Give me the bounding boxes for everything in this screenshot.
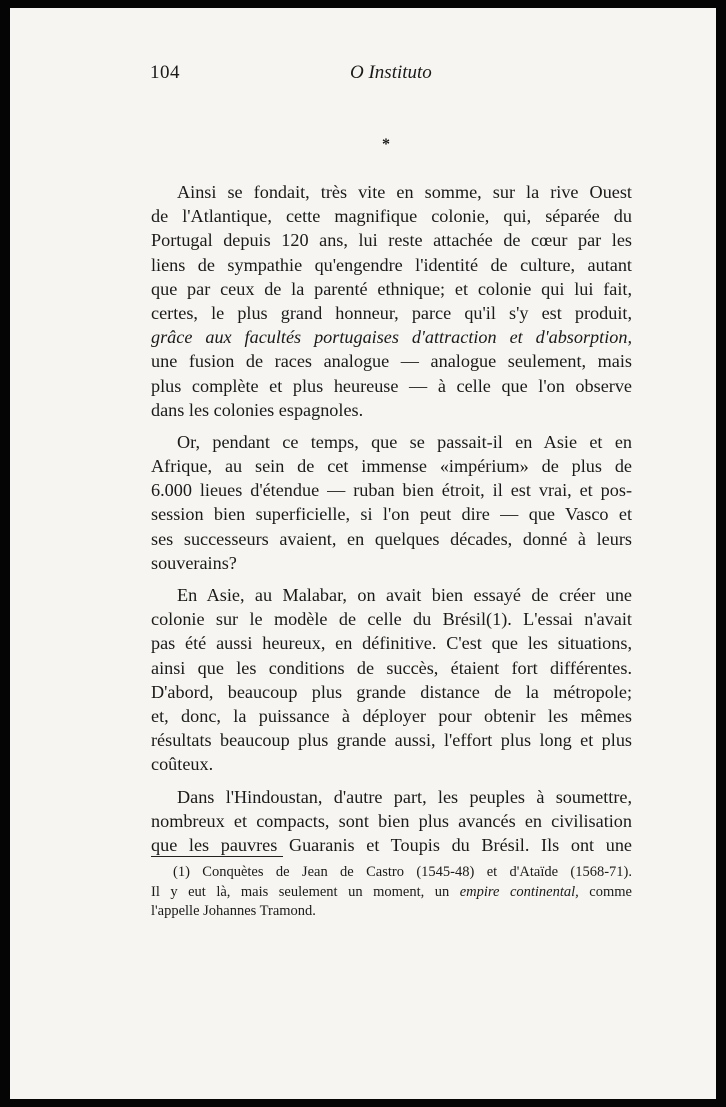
text-segment: . L'essai n'avait bbox=[507, 609, 632, 630]
footnote-text: comme bbox=[578, 883, 632, 900]
text-line: pas été aussi heureux, en définitive. C'est que les situations, bbox=[151, 633, 632, 654]
footnotes bbox=[151, 863, 632, 922]
text-line-italic bbox=[151, 325, 632, 349]
footnote-mark: (1) bbox=[173, 864, 190, 880]
text-line: coûteux. bbox=[151, 754, 214, 775]
footnote-line bbox=[151, 883, 632, 903]
section-separator: * bbox=[382, 136, 390, 153]
text-line: une fusion de races analogue — analogue seulement, mais bbox=[151, 351, 632, 372]
journal-title: O Instituto bbox=[350, 62, 432, 83]
text-line: Portugal depuis 120 ans, lui reste attachée de cœur par les bbox=[151, 230, 632, 251]
footnote-text: Conquètes de Jean de Castro (1545-48) et d'Ataïde (1568-71). bbox=[202, 864, 633, 880]
document-page bbox=[10, 8, 716, 1099]
text-line: liens de sympathie qu'engendre l'identité de culture, autant bbox=[151, 254, 632, 275]
text-line: 6.000 lieues d'étendue — ruban bien étroit, il est vrai, et pos- bbox=[151, 480, 632, 501]
paragraph-3 bbox=[151, 583, 632, 777]
footnote-text: Il y eut là, mais seulement un moment, un bbox=[151, 883, 460, 900]
footnote-italic: empire continental, bbox=[459, 883, 579, 900]
text-line: résultats beaucoup plus grande aussi, l'effort plus long et plus bbox=[151, 730, 632, 751]
body-text bbox=[151, 180, 632, 865]
text-line: Ainsi se fondait, très vite en somme, sur la rive Ouest bbox=[177, 182, 632, 202]
text-line: souverains? bbox=[151, 552, 237, 573]
page-number: 104 bbox=[150, 62, 180, 83]
text-line: session bien superficielle, si l'on peut dire — que Vasco et bbox=[151, 504, 632, 525]
text-line: Dans l'Hindoustan, d'autre part, les peuples à soumettre, bbox=[177, 786, 632, 807]
text-line: ses successeurs avaient, en quelques décades, donné à leurs bbox=[151, 528, 632, 549]
text-line: de l'Atlantique, cette magnifique colonie, qui, séparée du bbox=[151, 206, 632, 227]
paragraph-2 bbox=[151, 430, 632, 575]
text-segment: colonie sur le modèle de celle du Brésil bbox=[151, 609, 487, 630]
text-line: que les pauvres Guaranis et Toupis du Brésil. Ils ont une bbox=[151, 834, 632, 855]
text-line: plus complète et plus heureuse — à celle que l'on observe bbox=[151, 375, 632, 396]
running-head bbox=[150, 62, 630, 92]
footnote-reference[interactable]: (1) bbox=[486, 609, 508, 630]
footnote-line bbox=[151, 863, 632, 883]
text-line: que par ceux de la parenté ethnique; et colonie qui lui fait, bbox=[151, 278, 632, 299]
text-line-with-note bbox=[151, 607, 632, 631]
text-line: Afrique, au sein de cet immense «impérium» de plus de bbox=[151, 456, 632, 477]
text-line: certes, le plus grand honneur, parce qu'il s'y est produit, bbox=[151, 302, 632, 323]
footnote-line: l'appelle Johannes Tramond. bbox=[151, 903, 316, 919]
text-line: nombreux et compacts, sont bien plus avancés en civilisation bbox=[151, 810, 632, 831]
paragraph-1 bbox=[151, 180, 632, 422]
text-line: dans les colonies espagnoles. bbox=[151, 399, 364, 420]
italic-phrase: grâce aux facultés portugaises d'attraction et d'absorption, bbox=[151, 327, 632, 348]
text-line: ainsi que les conditions de succès, étaient fort différentes. bbox=[151, 657, 632, 678]
text-line: En Asie, au Malabar, on avait bien essayé de créer une bbox=[177, 585, 632, 605]
paragraph-4 bbox=[151, 785, 632, 858]
text-line: et, donc, la puissance à déployer pour obtenir les mêmes bbox=[151, 705, 632, 726]
footnote-rule bbox=[151, 856, 283, 857]
text-line: D'abord, beaucoup plus grande distance de la métropole; bbox=[151, 681, 632, 702]
text-line: Or, pendant ce temps, que se passait-il en Asie et en bbox=[177, 431, 632, 452]
